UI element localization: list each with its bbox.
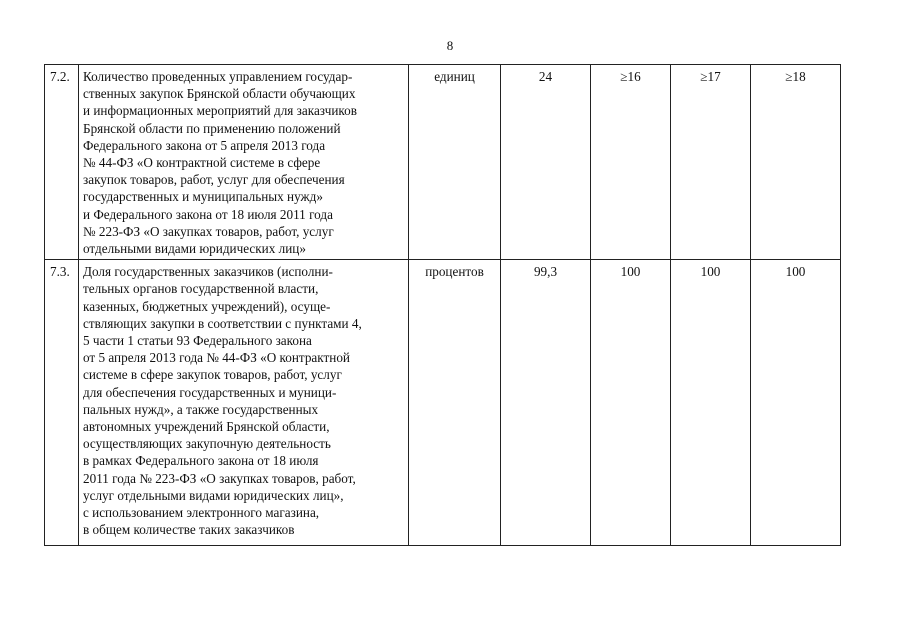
row-number: 7.2.	[45, 65, 79, 260]
indicator-description	[79, 260, 409, 546]
description-line: Количество проведенных управлением государ-	[83, 69, 353, 84]
value-cell: ≥18	[751, 65, 841, 260]
description-line: в рамках Федерального закона от 18 июля	[83, 453, 319, 469]
description-line: государственных и муниципальных нужд»	[83, 189, 323, 205]
row-number: 7.3.	[45, 260, 79, 546]
value-cell: 100	[671, 260, 751, 546]
value-cell: ≥16	[591, 65, 671, 260]
description-line: с использованием электронного магазина,	[83, 505, 320, 521]
description-line: 2011 года № 223-ФЗ «О закупках товаров, работ,	[83, 470, 356, 486]
description-line: от 5 апреля 2013 года № 44-ФЗ «О контрактной	[83, 350, 350, 366]
value-cell: 100	[591, 260, 671, 546]
description-line: казенных, бюджетных учреждений), осуще-	[83, 298, 331, 314]
value-cell: ≥17	[671, 65, 751, 260]
description-line: и информационных мероприятий для заказчиков	[83, 103, 357, 119]
description-line: пальных нужд», а также государственных	[83, 401, 319, 417]
description-line: и Федерального закона от 18 июля 2011 года	[83, 206, 333, 222]
indicator-description	[79, 65, 409, 260]
unit-cell: единиц	[409, 65, 501, 260]
description-line: закупок товаров, работ, услуг для обеспечения	[83, 172, 345, 188]
description-line: для обеспечения государственных и муници-	[83, 384, 337, 400]
description-line: Брянской области по применению положений	[83, 120, 341, 136]
value-cell: 24	[501, 65, 591, 260]
value-cell: 99,3	[501, 260, 591, 546]
description-line: № 44-ФЗ «О контрактной системе в сфере	[83, 155, 321, 171]
description-line: ствляющих закупки в соответствии с пунктами 4,	[83, 315, 362, 331]
description-line: осуществляющих закупочную деятельность	[83, 436, 331, 452]
description-line: отдельными видами юридических лиц»	[83, 241, 306, 257]
description-line: ственных закупок Брянской области обучающих	[83, 86, 356, 102]
description-line: автономных учреждений Брянской области,	[83, 419, 330, 435]
description-line: тельных органов государственной власти,	[83, 281, 319, 297]
value-cell: 100	[751, 260, 841, 546]
description-line: системе в сфере закупок товаров, работ, услуг	[83, 367, 342, 383]
description-line: № 223-ФЗ «О закупках товаров, работ, услуг	[83, 223, 334, 239]
unit-cell: процентов	[409, 260, 501, 546]
description-line: Федерального закона от 5 апреля 2013 года	[83, 137, 326, 153]
description-line: в общем количестве таких заказчиков	[83, 522, 295, 538]
description-line: услуг отдельными видами юридических лиц»,	[83, 487, 344, 503]
table-row	[45, 260, 841, 546]
page-number: 8	[446, 38, 454, 53]
description-line: Доля государственных заказчиков (исполни-	[83, 264, 333, 280]
table-row	[45, 65, 841, 260]
indicators-table	[44, 64, 841, 546]
description-line: 5 части 1 статьи 93 Федерального закона	[83, 333, 312, 349]
